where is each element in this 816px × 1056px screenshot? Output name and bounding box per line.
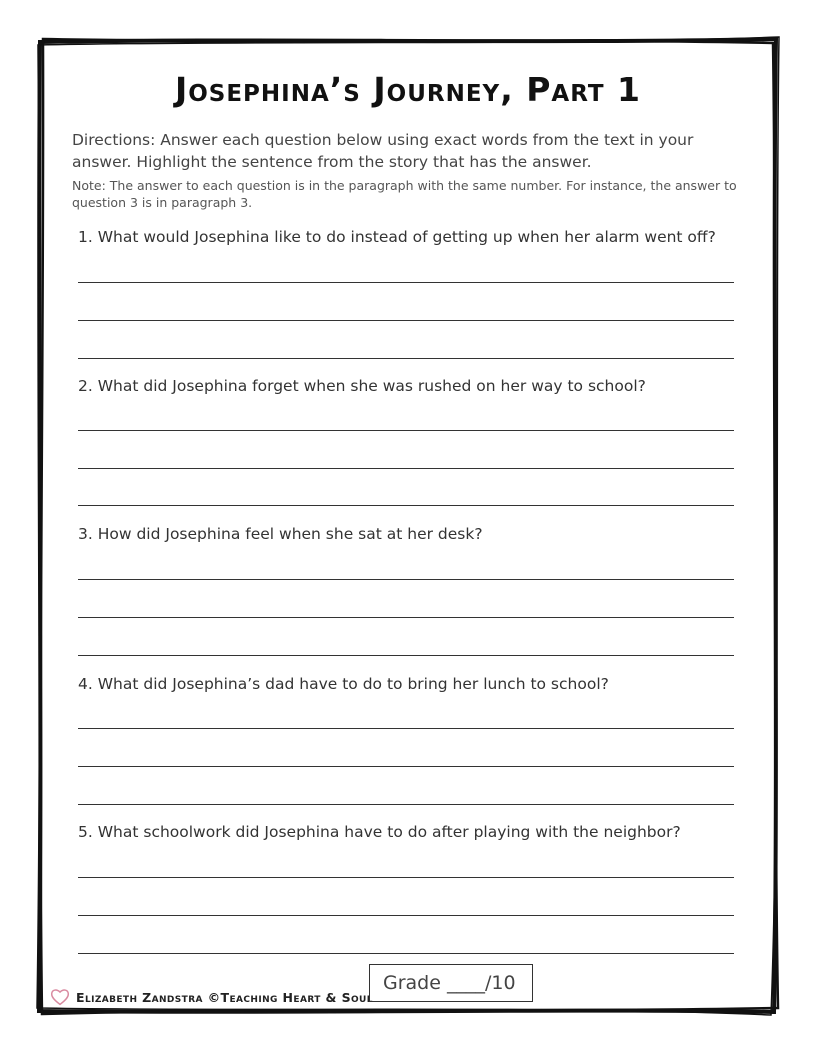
answer-line[interactable] [78,282,734,283]
answer-line[interactable] [78,915,734,916]
grade-label: Grade ____/10 [383,972,516,994]
answer-line[interactable] [78,655,734,656]
directions-text: Directions: Answer each question below using exact words from the text in your answer. Highlight the sentence from the story that has the answer. [72,131,694,171]
answer-line[interactable] [78,358,734,359]
note-text: Note: The answer to each question is in the paragraph with the same number. For instance, the answer to question 3 is in paragraph 3. [72,178,737,210]
heart-icon [50,988,70,1006]
answer-line[interactable] [78,468,734,469]
answer-line[interactable] [78,320,734,321]
footer-credit [50,988,373,1006]
answer-line[interactable] [78,430,734,431]
grade-box [369,964,533,1002]
answer-line[interactable] [78,617,734,618]
answer-line[interactable] [78,505,734,506]
credit-text: Elizabeth Zandstra ©Teaching Heart & Soul [76,989,373,1005]
answer-line[interactable] [78,877,734,878]
page-title: Josephina’s Journey, Part 1 [174,70,642,109]
answer-line[interactable] [78,728,734,729]
question-3: 3. How did Josephina feel when she sat at her desk? [78,525,483,543]
question-2: 2. What did Josephina forget when she was rushed on her way to school? [78,377,646,395]
answer-line[interactable] [78,579,734,580]
question-4: 4. What did Josephina’s dad have to do to bring her lunch to school? [78,675,609,693]
question-1: 1. What would Josephina like to do instead of getting up when her alarm went off? [78,228,716,246]
answer-line[interactable] [78,804,734,805]
answer-line[interactable] [78,766,734,767]
question-5: 5. What schoolwork did Josephina have to do after playing with the neighbor? [78,823,681,841]
answer-line[interactable] [78,953,734,954]
